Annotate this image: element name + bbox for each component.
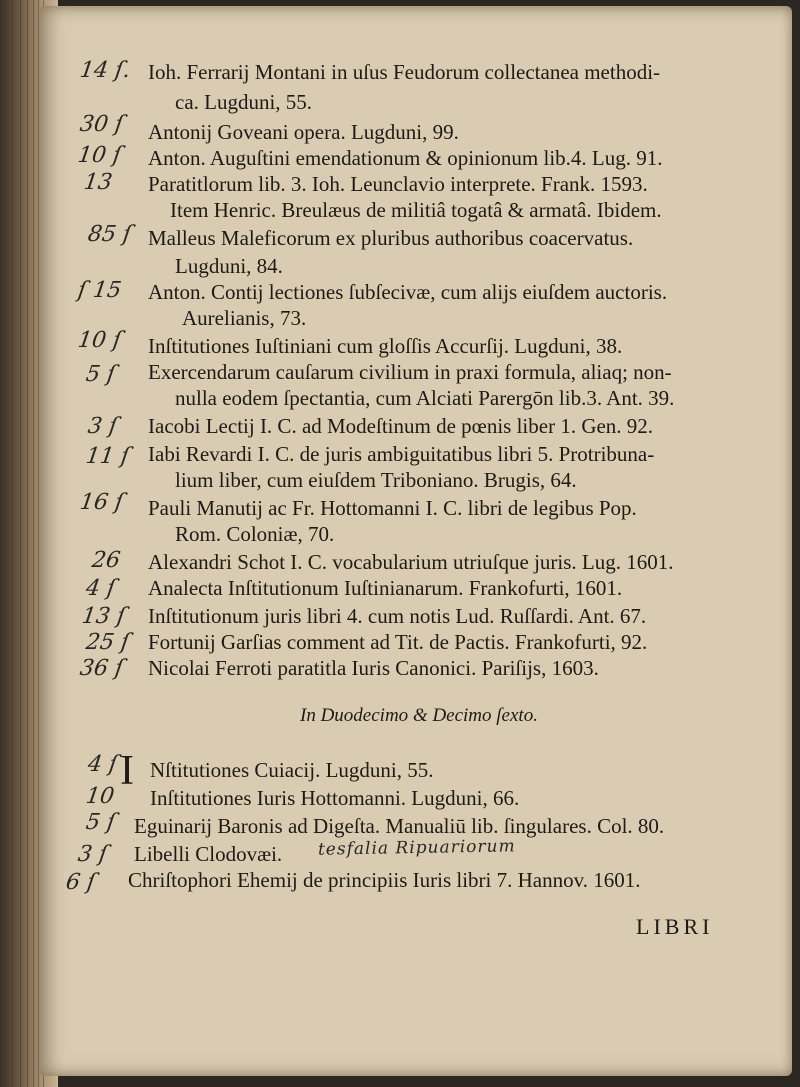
margin-note: 10 ſ (76, 328, 123, 353)
margin-note: 14 ſ. (78, 58, 132, 83)
catalog-entry: Pauli Manutij ac Fr. Hottomanni I. C. libri de legibus Pop. (148, 496, 637, 520)
margin-note: 13 ſ (80, 604, 127, 629)
margin-note: 4 ſ (86, 752, 119, 777)
catalog-entry: Inſtitutiones Iuris Hottomanni. Lugduni, 66. (150, 786, 520, 810)
catalog-entry-continuation: nulla eodem ſpectantia, cum Alciati Parergōn lib.3. Ant. 39. (175, 386, 675, 410)
catalog-entry: Libelli Clodovæi. (134, 842, 283, 866)
catalog-entry: Alexandri Schot I. C. vocabularium utriuſque juris. Lug. 1601. (148, 550, 674, 574)
margin-note: 5 ſ (84, 362, 117, 387)
catalog-entry: Inſtitutionum juris libri 4. cum notis Lud. Ruſſardi. Ant. 67. (148, 604, 647, 628)
margin-note: 36 ſ (78, 656, 125, 681)
margin-note: 26 (90, 548, 122, 573)
catalog-entry: Paratitlorum lib. 3. Ioh. Leunclavio interprete. Frank. 1593. (148, 172, 648, 196)
catalog-entry: Antonij Goveani opera. Lugduni, 99. (148, 120, 459, 144)
catalog-entry: Nicolai Ferroti paratitla Iuris Canonici. Pariſijs, 1603. (148, 656, 599, 680)
catalog-entry: Item Henric. Breulæus de militiâ togatâ & armatâ. Ibidem. (170, 198, 662, 222)
catalog-entry-continuation: Aurelianis, 73. (182, 306, 307, 330)
margin-note: 4 ſ (84, 576, 117, 601)
margin-note: 3 ſ (76, 842, 109, 867)
margin-note: 11 ſ (84, 444, 131, 469)
catalog-entry: Anton. Auguſtini emendationum & opinionum lib.4. Lug. 91. (148, 146, 663, 170)
margin-note: 5 ſ (84, 810, 117, 835)
catalog-entry-continuation: Rom. Coloniæ, 70. (175, 522, 335, 546)
catalog-entry: Inſtitutiones Iuſtiniani cum gloſſis Accurſij. Lugduni, 38. (148, 334, 623, 358)
catalog-entry: Iacobi Lectij I. C. ad Modeſtinum de pœnis liber 1. Gen. 92. (148, 414, 654, 438)
catalog-entry: Ioh. Ferrarij Montani in uſus Feudorum collectanea methodi- (148, 60, 661, 84)
catalog-entry: Exercendarum cauſarum civilium in praxi formula, aliaq; non- (148, 360, 672, 384)
catalog-entry-continuation: Lugduni, 84. (175, 254, 283, 278)
catalog-entry: Analecta Inſtitutionum Iuſtinianarum. Frankofurti, 1601. (148, 576, 623, 600)
catalog-entry-continuation: lium liber, cum eiuſdem Triboniano. Brugis, 64. (175, 468, 577, 492)
margin-note: 16 ſ (78, 490, 125, 515)
catalog-entry: Fortunij Garſias comment ad Tit. de Pactis. Frankofurti, 92. (148, 630, 648, 654)
catchword: LIBRI (636, 914, 714, 939)
margin-note: 10 (84, 784, 116, 809)
margin-note: 13 (82, 170, 114, 195)
margin-note: 10 ſ (76, 143, 123, 168)
catalog-entry: Chriſtophori Ehemij de principiis Iuris libri 7. Hannov. 1601. (128, 868, 641, 892)
margin-note: 30 ſ (78, 112, 125, 137)
catalog-entry: Eguinarij Baronis ad Digeſta. Manualiū lib. ſingulares. Col. 80. (134, 814, 665, 838)
handwritten-note: tesfalia Ripuariorum (317, 836, 516, 860)
catalog-entry: Iabi Revardi I. C. de juris ambiguitatibus libri 5. Protribuna- (148, 442, 655, 466)
margin-note: ſ 15 (76, 278, 123, 303)
margin-note: 25 ſ (84, 630, 131, 655)
catalog-entry: Malleus Maleficorum ex pluribus authoribus coacervatus. (148, 226, 634, 250)
margin-note: 3 ſ (86, 414, 119, 439)
catalog-entry-continuation: ca. Lugduni, 55. (175, 90, 313, 114)
catalog-entry: Nſtitutiones Cuiacij. Lugduni, 55. (150, 758, 434, 782)
section-heading: In Duodecimo & Decimo ſexto. (300, 705, 538, 726)
margin-note: 85 ſ (86, 222, 133, 247)
drop-cap: I (120, 748, 134, 794)
margin-note: 6 ſ (64, 870, 97, 895)
catalog-entry: Anton. Contij lectiones ſubſecivæ, cum alijs eiuſdem auctoris. (148, 280, 668, 304)
